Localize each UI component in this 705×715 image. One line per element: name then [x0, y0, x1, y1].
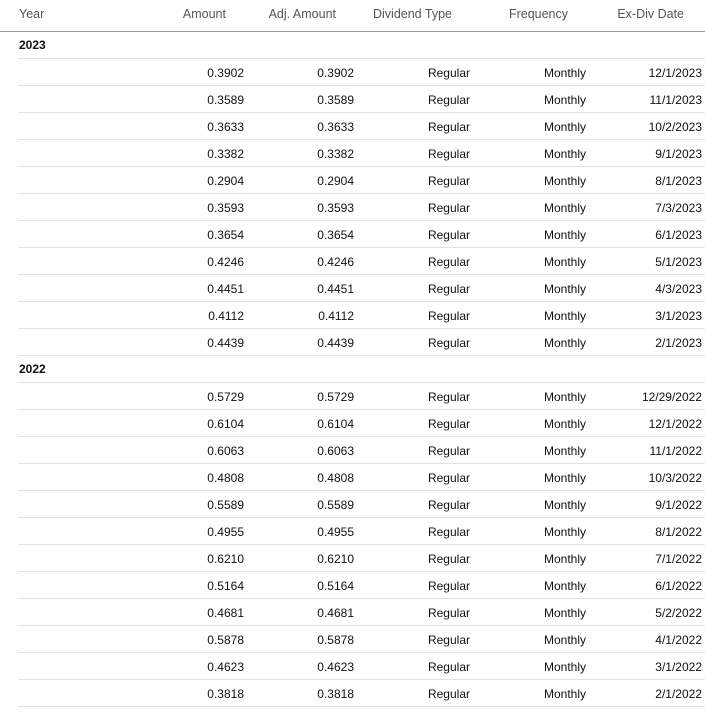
- adj-amount-cell: 0.4681: [317, 606, 354, 620]
- frequency-cell: Monthly: [543, 147, 586, 161]
- year-group-label: 2022: [19, 362, 46, 376]
- dividend-type-cell: Regular: [427, 147, 470, 161]
- amount-cell: 0.2904: [207, 174, 244, 188]
- frequency-cell: Monthly: [543, 417, 586, 431]
- frequency-cell: Monthly: [543, 579, 586, 593]
- ex-div-date-cell: 10/3/2022: [648, 471, 702, 485]
- amount-cell: 0.3902: [207, 66, 244, 80]
- ex-div-date-cell: 12/1/2022: [648, 417, 702, 431]
- table-row: [18, 491, 705, 518]
- adj-amount-cell: 0.4623: [317, 660, 354, 674]
- adj-amount-cell: 0.2904: [317, 174, 354, 188]
- adj-amount-cell: 0.3818: [317, 687, 354, 701]
- frequency-cell: Monthly: [543, 633, 586, 647]
- table-header: [0, 0, 705, 32]
- table-row: [18, 383, 705, 410]
- table-row: [18, 302, 705, 329]
- dividend-type-cell: Regular: [427, 336, 470, 350]
- ex-div-date-cell: 2/1/2022: [655, 687, 702, 701]
- table-row: [18, 545, 705, 572]
- ex-div-date-cell: 11/1/2022: [649, 444, 702, 458]
- amount-cell: 0.5164: [207, 579, 244, 593]
- dividend-type-cell: Regular: [427, 471, 470, 485]
- table-row: [18, 572, 705, 599]
- dividend-type-cell: Regular: [427, 525, 470, 539]
- amount-cell: 0.3589: [207, 93, 244, 107]
- frequency-cell: Monthly: [543, 444, 586, 458]
- table-row: [18, 464, 705, 491]
- table-row: [18, 437, 705, 464]
- table-body: [0, 32, 705, 707]
- dividend-type-cell: Regular: [427, 93, 470, 107]
- frequency-cell: Monthly: [543, 525, 586, 539]
- adj-amount-cell: 0.3654: [317, 228, 354, 242]
- adj-amount-cell: 0.3902: [317, 66, 354, 80]
- dividend-type-cell: Regular: [427, 201, 470, 215]
- table-row: [18, 140, 705, 167]
- ex-div-date-cell: 8/1/2023: [655, 174, 702, 188]
- amount-cell: 0.5589: [207, 498, 244, 512]
- amount-cell: 0.4681: [207, 606, 244, 620]
- frequency-cell: Monthly: [543, 66, 586, 80]
- amount-cell: 0.3382: [207, 147, 244, 161]
- dividend-type-cell: Regular: [427, 606, 470, 620]
- amount-cell: 0.6104: [207, 417, 244, 431]
- adj-amount-cell: 0.5164: [317, 579, 354, 593]
- table-row: [18, 518, 705, 545]
- ex-div-date-cell: 2/1/2023: [655, 336, 702, 350]
- dividend-type-cell: Regular: [427, 66, 470, 80]
- year-group-row: [18, 32, 705, 59]
- adj-amount-cell: 0.3593: [317, 201, 354, 215]
- adj-amount-cell: 0.3589: [317, 93, 354, 107]
- table-row: [18, 599, 705, 626]
- frequency-cell: Monthly: [543, 174, 586, 188]
- adj-amount-cell: 0.4451: [317, 282, 354, 296]
- column-header-year[interactable]: Year: [19, 7, 45, 21]
- frequency-cell: Monthly: [543, 228, 586, 242]
- year-group-label: 2023: [19, 38, 46, 52]
- frequency-cell: Monthly: [543, 687, 586, 701]
- ex-div-date-cell: 12/1/2023: [648, 66, 702, 80]
- amount-cell: 0.6210: [207, 552, 244, 566]
- table-row: [18, 167, 705, 194]
- frequency-cell: Monthly: [543, 390, 586, 404]
- dividend-type-cell: Regular: [427, 390, 470, 404]
- dividend-type-cell: Regular: [427, 444, 470, 458]
- adj-amount-cell: 0.4808: [317, 471, 354, 485]
- amount-cell: 0.4808: [207, 471, 244, 485]
- ex-div-date-cell: 3/1/2023: [655, 309, 702, 323]
- table-row: [18, 194, 705, 221]
- amount-cell: 0.4112: [208, 309, 244, 323]
- adj-amount-cell: 0.6210: [317, 552, 354, 566]
- adj-amount-cell: 0.4955: [317, 525, 354, 539]
- adj-amount-cell: 0.4246: [317, 255, 354, 269]
- table-row: [18, 329, 705, 356]
- adj-amount-cell: 0.6104: [317, 417, 354, 431]
- ex-div-date-cell: 4/1/2022: [655, 633, 702, 647]
- frequency-cell: Monthly: [543, 201, 586, 215]
- adj-amount-cell: 0.3382: [317, 147, 354, 161]
- ex-div-date-cell: 6/1/2023: [655, 228, 702, 242]
- frequency-cell: Monthly: [543, 336, 586, 350]
- amount-cell: 0.3633: [207, 120, 244, 134]
- amount-cell: 0.3593: [207, 201, 244, 215]
- column-header-ex-div-date[interactable]: Ex-Div Date: [617, 7, 684, 21]
- frequency-cell: Monthly: [543, 498, 586, 512]
- amount-cell: 0.5729: [207, 390, 244, 404]
- table-row: [18, 410, 705, 437]
- dividend-type-cell: Regular: [427, 309, 470, 323]
- ex-div-date-cell: 10/2/2023: [648, 120, 702, 134]
- ex-div-date-cell: 9/1/2023: [655, 147, 702, 161]
- table-row: [18, 248, 705, 275]
- amount-cell: 0.3654: [207, 228, 244, 242]
- adj-amount-cell: 0.5729: [317, 390, 354, 404]
- frequency-cell: Monthly: [543, 282, 586, 296]
- dividend-type-cell: Regular: [427, 255, 470, 269]
- amount-cell: 0.4246: [207, 255, 244, 269]
- ex-div-date-cell: 12/29/2022: [641, 390, 702, 404]
- frequency-cell: Monthly: [543, 93, 586, 107]
- ex-div-date-cell: 5/1/2023: [655, 255, 702, 269]
- table-row: [18, 680, 705, 707]
- amount-cell: 0.6063: [207, 444, 244, 458]
- frequency-cell: Monthly: [543, 255, 586, 269]
- table-row: [18, 86, 705, 113]
- frequency-cell: Monthly: [543, 471, 586, 485]
- adj-amount-cell: 0.5878: [317, 633, 354, 647]
- ex-div-date-cell: 11/1/2023: [649, 93, 702, 107]
- frequency-cell: Monthly: [543, 309, 586, 323]
- dividend-type-cell: Regular: [427, 120, 470, 134]
- dividend-type-cell: Regular: [427, 228, 470, 242]
- table-row: [18, 113, 705, 140]
- amount-cell: 0.4623: [207, 660, 244, 674]
- dividend-type-cell: Regular: [427, 498, 470, 512]
- frequency-cell: Monthly: [543, 120, 586, 134]
- ex-div-date-cell: 4/3/2023: [655, 282, 702, 296]
- dividend-type-cell: Regular: [427, 660, 470, 674]
- frequency-cell: Monthly: [543, 606, 586, 620]
- ex-div-date-cell: 9/1/2022: [655, 498, 702, 512]
- dividend-type-cell: Regular: [427, 417, 470, 431]
- dividend-type-cell: Regular: [427, 282, 470, 296]
- adj-amount-cell: 0.6063: [317, 444, 354, 458]
- year-group-row: [18, 356, 705, 383]
- ex-div-date-cell: 7/3/2023: [655, 201, 702, 215]
- ex-div-date-cell: 5/2/2022: [655, 606, 702, 620]
- adj-amount-cell: 0.5589: [317, 498, 354, 512]
- amount-cell: 0.3818: [207, 687, 244, 701]
- frequency-cell: Monthly: [543, 552, 586, 566]
- ex-div-date-cell: 3/1/2022: [655, 660, 702, 674]
- ex-div-date-cell: 6/1/2022: [655, 579, 702, 593]
- dividend-type-cell: Regular: [427, 174, 470, 188]
- table-row: [18, 221, 705, 248]
- adj-amount-cell: 0.3633: [317, 120, 354, 134]
- dividend-type-cell: Regular: [427, 633, 470, 647]
- dividend-type-cell: Regular: [427, 579, 470, 593]
- column-header-amount[interactable]: Amount: [182, 7, 226, 21]
- frequency-cell: Monthly: [543, 660, 586, 674]
- amount-cell: 0.4955: [207, 525, 244, 539]
- table-row: [18, 653, 705, 680]
- column-header-dividend-type[interactable]: Dividend Type: [373, 7, 452, 21]
- table-row: [18, 275, 705, 302]
- amount-cell: 0.5878: [207, 633, 244, 647]
- dividend-type-cell: Regular: [427, 687, 470, 701]
- table-row: [18, 59, 705, 86]
- table-row: [18, 626, 705, 653]
- ex-div-date-cell: 7/1/2022: [655, 552, 702, 566]
- amount-cell: 0.4451: [207, 282, 244, 296]
- column-header-adj-amount[interactable]: Adj. Amount: [268, 7, 336, 21]
- amount-cell: 0.4439: [207, 336, 244, 350]
- adj-amount-cell: 0.4439: [317, 336, 354, 350]
- dividend-type-cell: Regular: [427, 552, 470, 566]
- column-header-frequency[interactable]: Frequency: [508, 7, 568, 21]
- adj-amount-cell: 0.4112: [318, 309, 354, 323]
- ex-div-date-cell: 8/1/2022: [655, 525, 702, 539]
